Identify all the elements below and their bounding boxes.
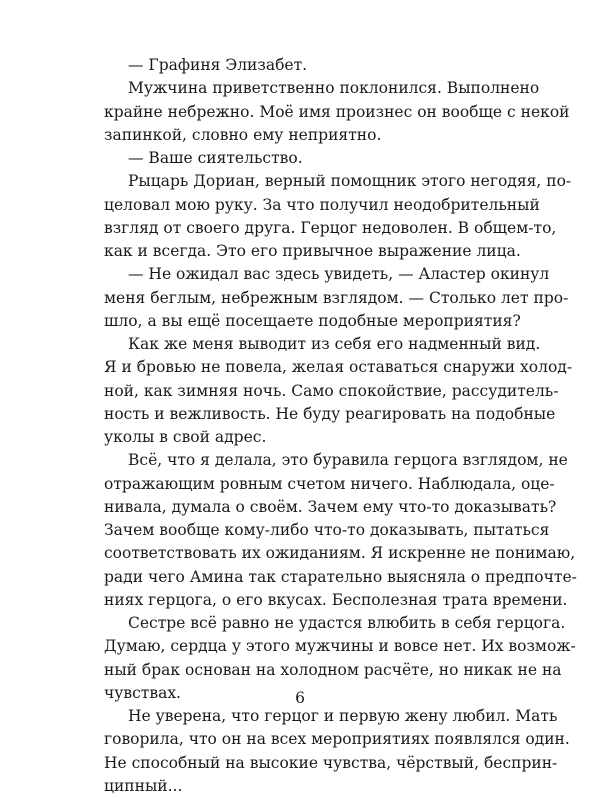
text-line: меня беглым, небрежным взглядом. — Столько лет про- [104, 288, 569, 307]
text-line: запинкой, словно ему неприятно. [104, 125, 382, 144]
text-line: ради чего Амина так старательно выясняла о предпочте- [104, 567, 577, 586]
text-line: Сестре всё равно не удастся влюбить в себя герцога. [128, 614, 566, 632]
text-line: говорила, что он на всех мероприятиях появлялся один. [104, 730, 570, 749]
text-line: — Ваше сиятельство. [128, 149, 303, 167]
text-line: нивала, думала о своём. Зачем ему что-то доказывать? [104, 497, 557, 516]
text-line: ниях герцога, о его вкусах. Бесполезная трата времени. [104, 590, 568, 609]
text-line: — Графиня Элизабет. [128, 56, 308, 74]
text-line: Думаю, сердца у этого мужчины и вовсе нет. Их возмож- [104, 637, 576, 656]
text-line: Не уверена, что герцог и первую жену любил. Мать [128, 707, 558, 725]
text-line: Как же меня выводит из себя его надменный вид. [128, 335, 541, 353]
text-line: Я и бровью не повела, желая оставаться снаружи холод- [104, 358, 573, 377]
text-line: ный брак основан на холодном расчёте, но никак не на [104, 660, 562, 679]
text-line: ность и вежливость. Не буду реагировать на подобные [104, 404, 556, 423]
text-line: взгляд от своего друга. Герцог недоволен. В общем-то, [104, 218, 557, 237]
text-line: — Не ожидал вас здесь увидеть, — Аластер окинул [128, 265, 550, 284]
body-text [104, 54, 577, 798]
text-line: Мужчина приветственно поклонился. Выполнено [128, 79, 540, 98]
text-line: крайне небрежно. Моё имя произнес он вообще с некой [104, 102, 570, 121]
text-line: уколы в свой адрес. [104, 428, 267, 446]
text-line: Не способный на высокие чувства, чёрствый, бесприн- [104, 753, 558, 772]
text-line: соответствовать их ожиданиям. Я искренне не понимаю, [104, 544, 576, 563]
text-line: Зачем вообще кому-либо что-то доказывать, пытаться [104, 521, 550, 539]
page-number: 6 [295, 689, 305, 707]
text-line: чувствах. [104, 683, 181, 702]
text-line: ной, как зимняя ночь. Само спокойствие, рассудитель- [104, 381, 559, 400]
text-line: ципный... [104, 776, 183, 795]
text-line: отражающим ровным счетом ничего. Наблюдала, оце- [104, 474, 555, 493]
text-line: Рыцарь Дориан, верный помощник этого негодяя, по- [128, 172, 572, 191]
text-line: целовал мою руку. За что получил неодобрительный [104, 195, 540, 214]
text-line: как и всегда. Это его привычное выражение лица. [104, 242, 521, 260]
text-line: шло, а вы ещё посещаете подобные мероприятия? [104, 311, 521, 330]
text-line: Всё, что я делала, это буравила герцога взглядом, не [128, 451, 568, 470]
